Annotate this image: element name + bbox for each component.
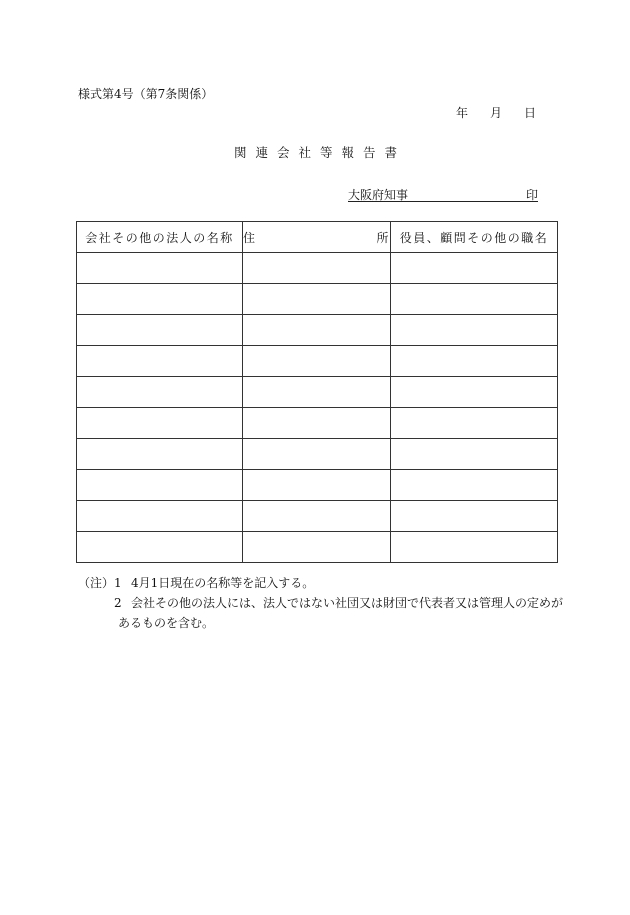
cell-company-name[interactable] — [77, 284, 243, 315]
cell-address[interactable] — [243, 315, 391, 346]
cell-company-name[interactable] — [77, 253, 243, 284]
cell-position[interactable] — [391, 377, 558, 408]
column-header-address — [243, 222, 391, 253]
cell-address[interactable] — [243, 501, 391, 532]
table-row — [77, 315, 558, 346]
note-number: 1 — [114, 576, 122, 590]
cell-address[interactable] — [243, 470, 391, 501]
cell-position[interactable] — [391, 439, 558, 470]
note-item-1 — [78, 573, 563, 593]
cell-company-name[interactable] — [77, 346, 243, 377]
cell-address[interactable] — [243, 439, 391, 470]
document-title: 関連会社等報告書 — [233, 145, 406, 160]
notes — [78, 573, 563, 633]
cell-company-name[interactable] — [77, 315, 243, 346]
address-char-2: 所 — [376, 230, 390, 245]
cell-company-name[interactable] — [77, 532, 243, 563]
date-year-label: 年 — [456, 106, 469, 120]
column-header-role: 役員、顧問その他の職名 — [391, 222, 558, 253]
address-char-1: 住 — [243, 230, 257, 245]
table-body — [77, 253, 558, 563]
table-row — [77, 253, 558, 284]
cell-position[interactable] — [391, 501, 558, 532]
table-row — [77, 439, 558, 470]
cell-position[interactable] — [391, 346, 558, 377]
submitter-label: 大阪府知事 — [348, 188, 409, 202]
cell-position[interactable] — [391, 408, 558, 439]
cell-address[interactable] — [243, 253, 391, 284]
cell-company-name[interactable] — [77, 470, 243, 501]
submitter-line — [348, 186, 538, 202]
table-row — [77, 408, 558, 439]
cell-address[interactable] — [243, 377, 391, 408]
cell-company-name[interactable] — [77, 501, 243, 532]
date-month-label: 月 — [490, 106, 503, 120]
notes-label: （注） — [78, 576, 115, 590]
table-row — [77, 470, 558, 501]
cell-address[interactable] — [243, 284, 391, 315]
cell-position[interactable] — [391, 532, 558, 563]
cell-position[interactable] — [391, 284, 558, 315]
note-text: 4月1日現在の名称等を記入する。 — [131, 576, 315, 590]
cell-company-name[interactable] — [77, 377, 243, 408]
table-row — [77, 501, 558, 532]
column-header-name: 会社その他の法人の名称 — [77, 222, 243, 253]
cell-company-name[interactable] — [77, 439, 243, 470]
cell-address[interactable] — [243, 408, 391, 439]
note-item-2 — [78, 593, 563, 613]
table-header-row — [77, 222, 558, 253]
cell-position[interactable] — [391, 470, 558, 501]
note-text: 会社その他の法人には、法人ではない社団又は財団で代表者又は管理人の定めが — [131, 596, 564, 610]
table-row — [77, 377, 558, 408]
cell-company-name[interactable] — [77, 408, 243, 439]
date-line — [456, 104, 536, 121]
seal-mark: 印 — [525, 188, 538, 202]
note-continuation: あるものを含む。 — [118, 616, 215, 630]
table-row — [77, 346, 558, 377]
cell-position[interactable] — [391, 315, 558, 346]
cell-address[interactable] — [243, 532, 391, 563]
date-day-label: 日 — [524, 106, 537, 120]
cell-position[interactable] — [391, 253, 558, 284]
table-row — [77, 284, 558, 315]
report-table — [76, 221, 558, 563]
cell-address[interactable] — [243, 346, 391, 377]
form-number: 様式第4号（第7条関係） — [78, 87, 214, 101]
note-number: 2 — [114, 596, 122, 610]
table-row — [77, 532, 558, 563]
